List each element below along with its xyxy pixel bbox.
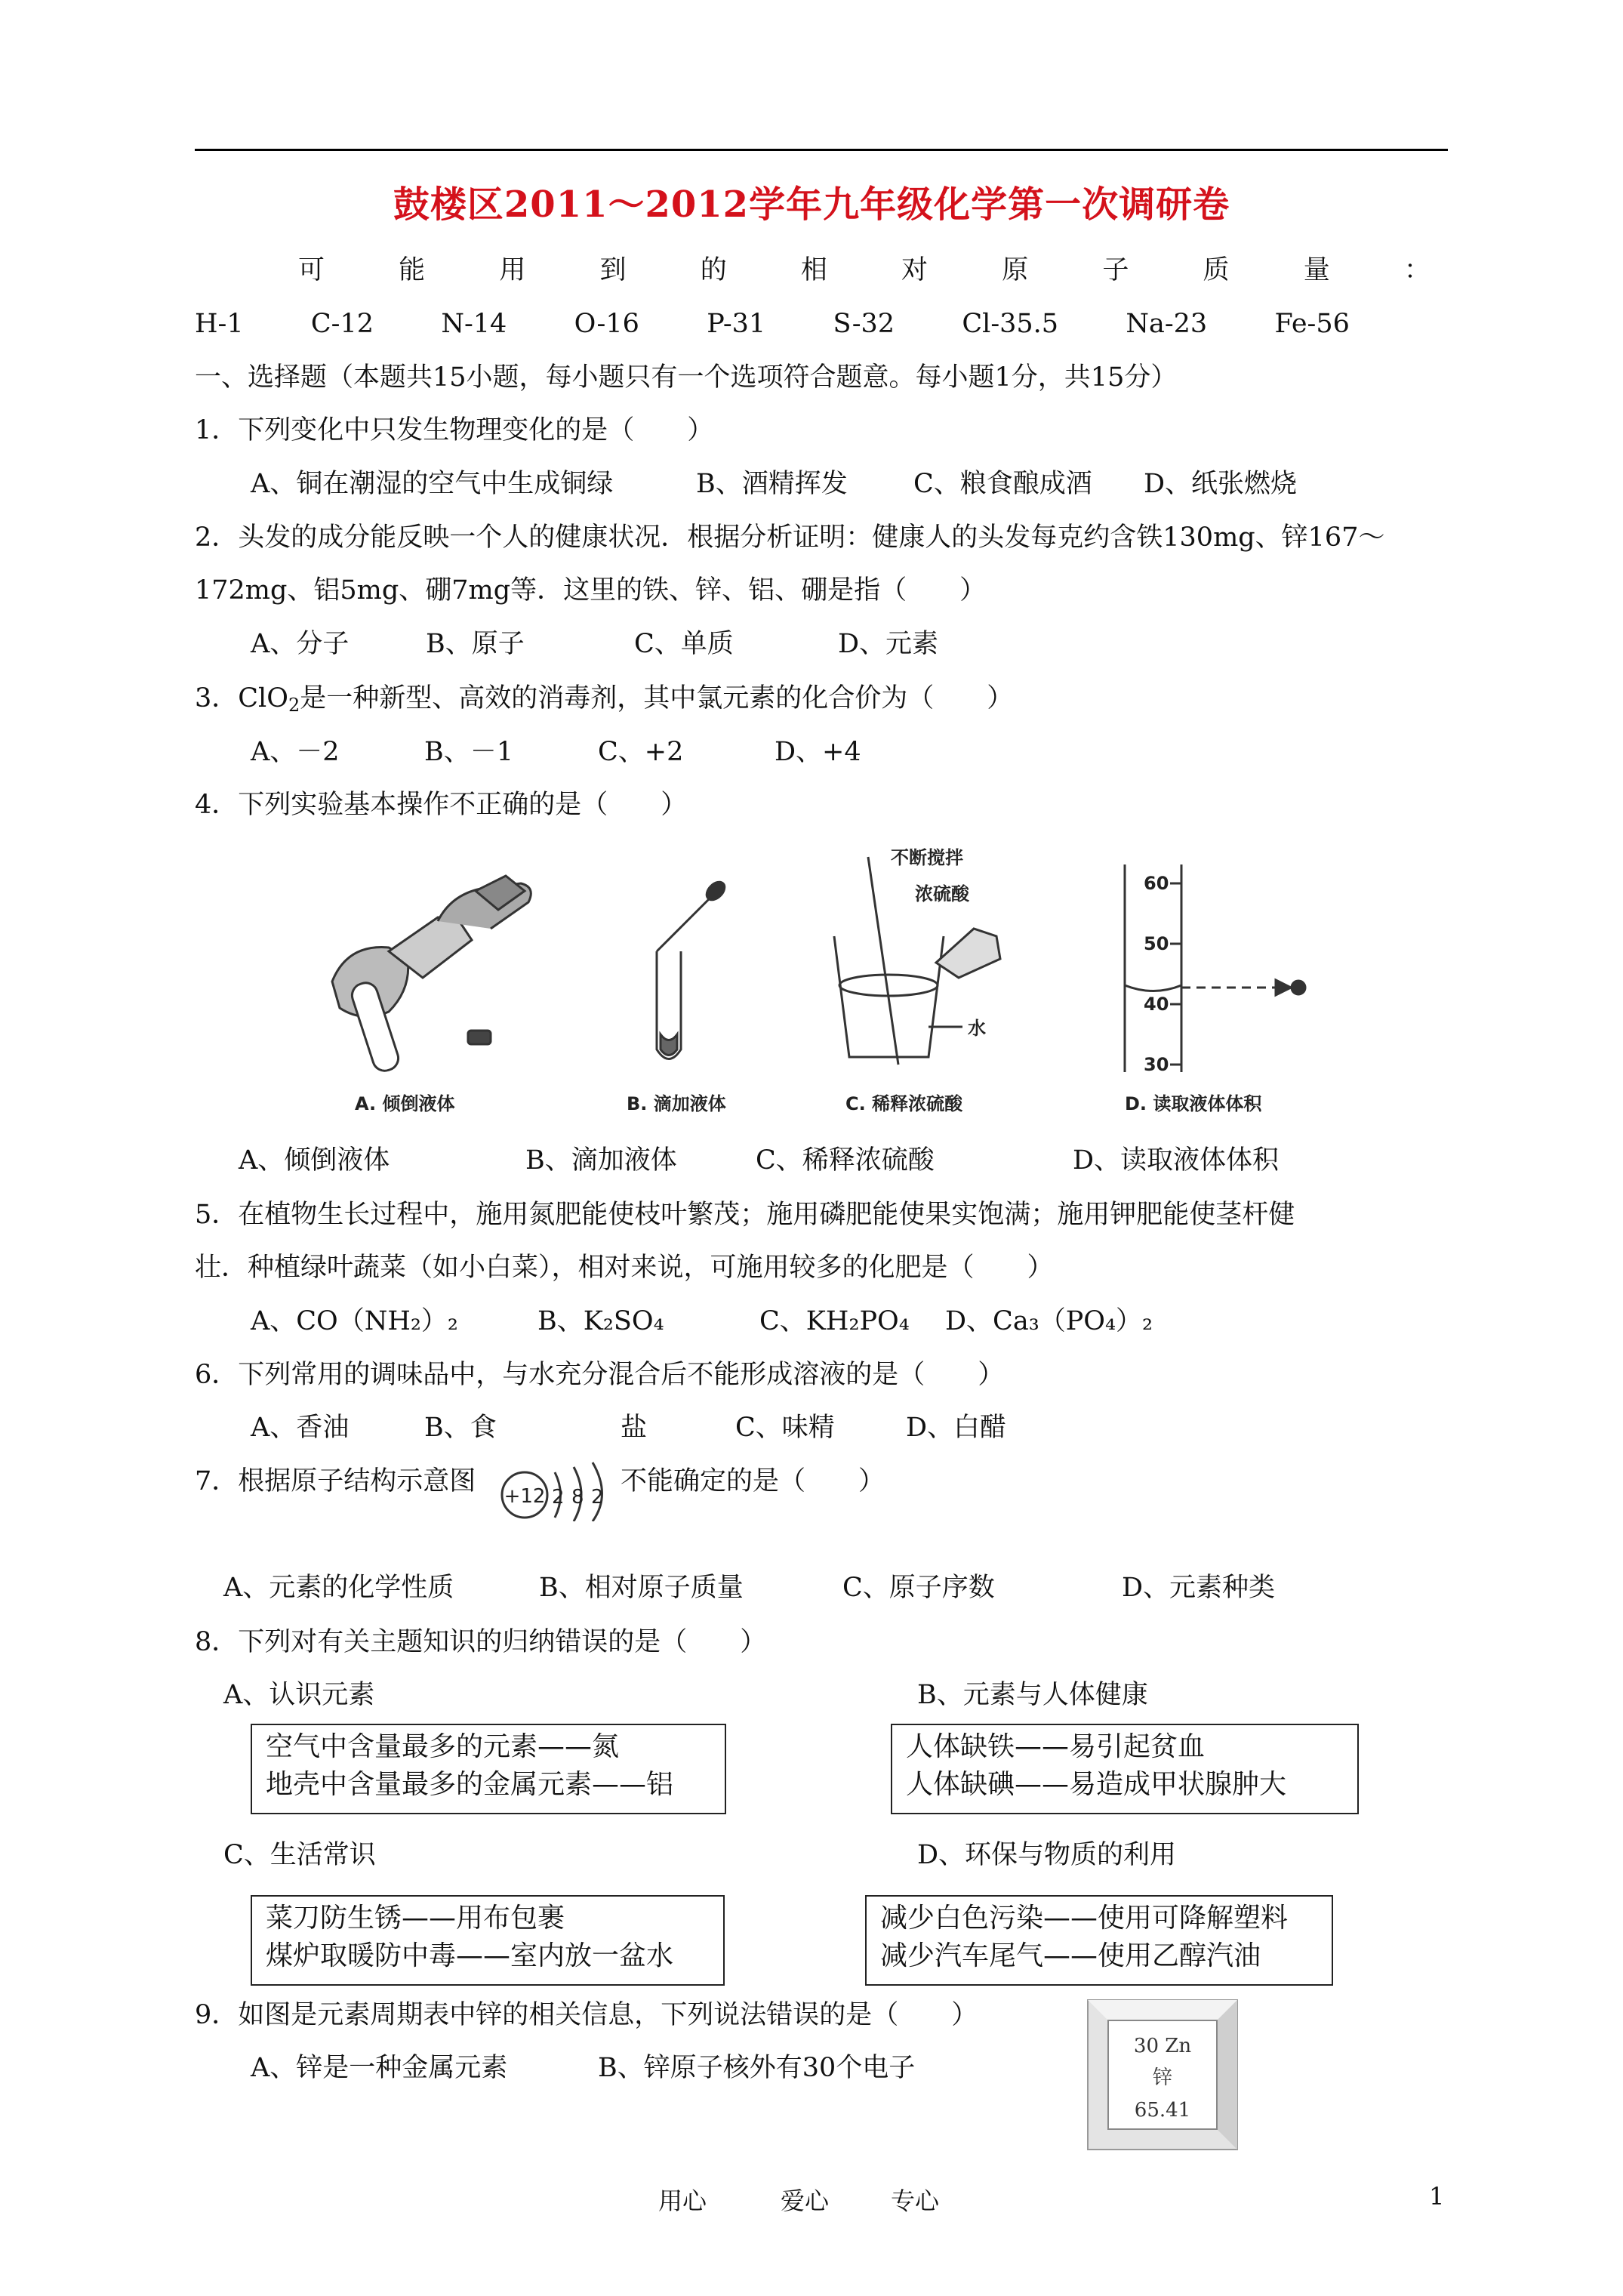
figure-caption: D. 读取液体体积 xyxy=(1125,1093,1262,1114)
dropper-illustration xyxy=(657,879,728,1059)
intro-char: 到 xyxy=(599,255,627,285)
option: D、Ca₃（PO₄）₂ xyxy=(945,1306,1153,1336)
tile-number-symbol: 30 Zn xyxy=(1133,2035,1192,2057)
footer-item: 爱心 xyxy=(781,2187,830,2215)
intro-char: 量 xyxy=(1303,255,1330,285)
box-line: 人体缺铁——易引起贫血 xyxy=(906,1731,1206,1762)
tick-label: 50 xyxy=(1144,933,1169,954)
intro-char: 相 xyxy=(800,255,827,285)
shell-electrons: 2 xyxy=(552,1486,565,1509)
option: A、香油 xyxy=(251,1413,350,1443)
atomic-mass-value: C-12 xyxy=(310,309,374,339)
question-1-stem: 1．下列变化中只发生物理变化的是（ ） xyxy=(195,415,714,445)
intro-char: 的 xyxy=(700,255,727,285)
option: A、元素的化学性质 xyxy=(223,1573,454,1603)
atomic-mass-value: O-16 xyxy=(574,309,639,339)
atomic-mass-intro xyxy=(298,253,1431,288)
option: B、K₂SO₄ xyxy=(537,1306,664,1336)
option: B、相对原子质量 xyxy=(539,1573,744,1603)
intro-char: 原 xyxy=(1002,255,1029,285)
question-3-options xyxy=(251,735,861,769)
intro-char: 能 xyxy=(399,255,426,285)
tick-label: 60 xyxy=(1144,873,1169,894)
box-line: 空气中含量最多的元素——氮 xyxy=(266,1731,620,1762)
tile-element-name: 锌 xyxy=(1152,2066,1173,2089)
option: C、单质 xyxy=(634,629,734,659)
nucleus-charge: +12 xyxy=(504,1485,546,1508)
box-line: 减少汽车尾气——使用乙醇汽油 xyxy=(880,1940,1261,1971)
option: A、倾倒液体 xyxy=(239,1145,390,1176)
atomic-mass-value: P-31 xyxy=(707,309,766,339)
header-rule xyxy=(195,149,1448,151)
shell-electrons: 8 xyxy=(571,1486,584,1509)
atomic-mass-value: Fe-56 xyxy=(1274,309,1350,339)
intro-char: 子 xyxy=(1102,255,1129,285)
label-stirring: 不断搅拌 xyxy=(891,847,963,868)
question-2-stem-cont: 172mg、铝5mg、硼7mg等．这里的铁、锌、铝、硼是指（ ） xyxy=(195,575,987,606)
option: D、白醋 xyxy=(906,1413,1007,1443)
question-5-stem-cont: 壮．种植绿叶蔬菜（如小白菜），相对来说，可施用较多的化肥是（ ） xyxy=(195,1253,1054,1283)
question-5-options xyxy=(251,1304,1153,1339)
stem-text: 是一种新型、高效的消毒剂，其中氯元素的化合价为（ ） xyxy=(300,683,1014,713)
footer-item: 用心 xyxy=(658,2187,707,2215)
atomic-mass-value: Na-23 xyxy=(1126,309,1208,339)
box-line: 减少白色污染——使用可降解塑料 xyxy=(880,1903,1289,1934)
option: B、－1 xyxy=(424,737,513,767)
intro-char: 质 xyxy=(1203,255,1230,285)
figure-caption: B. 滴加液体 xyxy=(627,1093,726,1114)
question-6-options xyxy=(251,1410,1006,1445)
option: D、纸张燃烧 xyxy=(1144,469,1298,499)
option: C、味精 xyxy=(735,1413,835,1443)
option: A、CO（NH₂）₂ xyxy=(251,1306,458,1336)
question-2-options xyxy=(251,627,938,661)
tick-label: 40 xyxy=(1144,994,1169,1015)
box-line: 煤炉取暖防中毒——室内放一盆水 xyxy=(266,1940,674,1971)
question-2-stem: 2．头发的成分能反映一个人的健康状况．根据分析证明：健康人的头发每克约含铁130mg、锌167～ xyxy=(195,522,1385,553)
option: 盐 xyxy=(621,1413,648,1443)
tick-label: 30 xyxy=(1144,1054,1169,1075)
question-7-stem: 7．根据原子结构示意图 xyxy=(195,1466,476,1496)
atomic-mass-value: N-14 xyxy=(441,309,507,339)
option: D、元素 xyxy=(838,629,939,659)
option: A、铜在潮湿的空气中生成铜绿 xyxy=(251,469,614,499)
question-9-options xyxy=(251,2051,915,2085)
intro-char: 用 xyxy=(499,255,526,285)
section-heading: 一、选择题（本题共15小题，每小题只有一个选项符合题意。每小题1分，共15分） xyxy=(195,362,1178,393)
knowledge-box-b xyxy=(891,1724,1359,1814)
option: B、锌原子核外有30个电子 xyxy=(598,2053,916,2083)
graduated-cylinder-illustration xyxy=(1125,864,1305,1072)
option: C、稀释浓硫酸 xyxy=(756,1145,935,1176)
box-line: 地壳中含量最多的金属元素——铝 xyxy=(266,1769,674,1800)
group-label: A、认识元素 xyxy=(223,1680,375,1710)
question-9-stem: 9．如图是元素周期表中锌的相关信息，下列说法错误的是（ ） xyxy=(195,2000,978,2030)
option: B、食 xyxy=(424,1413,497,1443)
knowledge-box-d xyxy=(865,1895,1333,1986)
shell-electrons: 2 xyxy=(591,1486,604,1509)
page-number: 1 xyxy=(1429,2182,1445,2211)
question-1-options xyxy=(251,467,1297,501)
box-line: 人体缺碘——易造成甲状腺肿大 xyxy=(906,1769,1287,1800)
knowledge-box-a xyxy=(251,1724,726,1814)
box-line: 菜刀防生锈——用布包裹 xyxy=(266,1903,565,1934)
intro-char: 可 xyxy=(298,255,325,285)
formula-text: 3．ClO xyxy=(195,683,288,713)
question-5-stem: 5．在植物生长过程中，施用氮肥能使枝叶繁茂；施用磷肥能使果实饱满；施用钾肥能使茎杆健 xyxy=(195,1200,1295,1230)
label-water: 水 xyxy=(968,1018,986,1039)
lab-operations-figure xyxy=(317,846,1329,1125)
exam-title: 鼓楼区2011～2012学年九年级化学第一次调研卷 xyxy=(393,183,1230,226)
group-label: D、环保与物质的利用 xyxy=(917,1840,1177,1870)
intro-char: 对 xyxy=(901,255,929,285)
atomic-mass-values xyxy=(195,307,1350,341)
option: A、分子 xyxy=(251,629,350,659)
option: C、+2 xyxy=(598,737,684,767)
atomic-mass-value: S-32 xyxy=(833,309,895,339)
question-6-stem: 6．下列常用的调味品中，与水充分混合后不能形成溶液的是（ ） xyxy=(195,1360,1005,1390)
tile-atomic-mass: 65.41 xyxy=(1134,2099,1191,2122)
option: C、KH₂PO₄ xyxy=(759,1306,910,1336)
option: A、锌是一种金属元素 xyxy=(251,2053,508,2083)
footer-item: 专心 xyxy=(891,2187,940,2215)
option: D、读取液体体积 xyxy=(1073,1145,1280,1176)
question-7-stem-cont: 不能确定的是（ ） xyxy=(621,1466,885,1496)
question-3-stem xyxy=(195,681,1013,716)
option: C、粮食酿成酒 xyxy=(913,469,1092,499)
atomic-structure-diagram xyxy=(494,1453,630,1521)
knowledge-box-c xyxy=(251,1895,725,1986)
option: B、滴加液体 xyxy=(525,1145,677,1176)
group-label: C、生活常识 xyxy=(223,1840,376,1870)
option: D、元素种类 xyxy=(1122,1573,1276,1603)
group-label: B、元素与人体健康 xyxy=(917,1680,1148,1710)
option: D、+4 xyxy=(775,737,861,767)
periodic-tile-zinc xyxy=(1087,1999,1238,2150)
figure-caption: C. 稀释浓硫酸 xyxy=(845,1093,963,1114)
atomic-mass-value: Cl-35.5 xyxy=(962,309,1059,339)
option: B、酒精挥发 xyxy=(696,469,848,499)
label-concentrated-acid: 浓硫酸 xyxy=(915,883,969,905)
question-8-stem: 8．下列对有关主题知识的归纳错误的是（ ） xyxy=(195,1627,767,1657)
figure-caption: A. 倾倒液体 xyxy=(355,1093,455,1114)
question-4-stem: 4．下列实验基本操作不正确的是（ ） xyxy=(195,790,688,820)
atomic-mass-value: H-1 xyxy=(195,309,244,339)
option: C、原子序数 xyxy=(842,1573,995,1603)
option: B、原子 xyxy=(426,629,525,659)
formula-subscript: 2 xyxy=(288,695,300,716)
question-7-options xyxy=(223,1570,1275,1605)
footer-motto xyxy=(658,2182,939,2217)
intro-char: ： xyxy=(1403,255,1431,285)
question-4-options xyxy=(239,1143,1279,1178)
option: A、－2 xyxy=(251,737,340,767)
pouring-liquid-illustration xyxy=(332,876,531,1074)
